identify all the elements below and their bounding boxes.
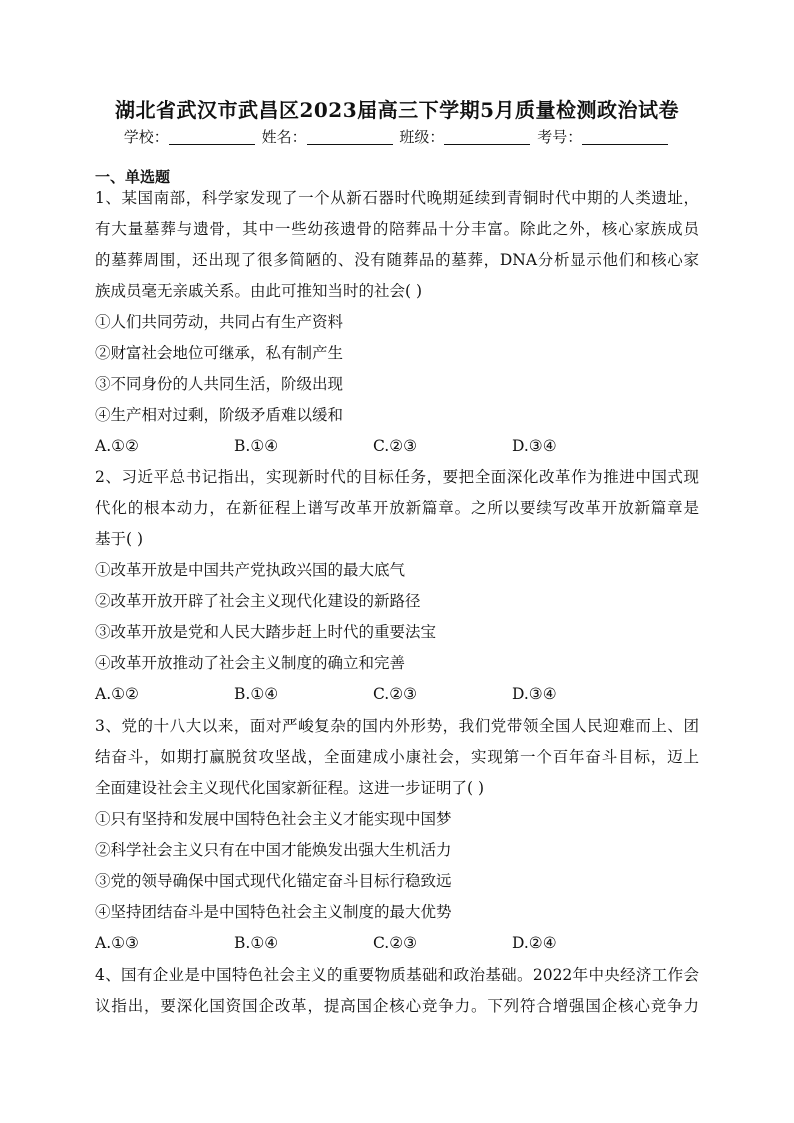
option-d[interactable]: D.③④: [512, 685, 557, 703]
statement-item: ②改革开放开辟了社会主义现代化建设的新路径: [95, 592, 421, 610]
question-stem-line: 4、国有企业是中国特色社会主义的重要物质基础和政治基础。2022年中央经济工作会: [95, 966, 699, 984]
school-label: 学校：: [123, 128, 169, 146]
exam-number-label: 考号：: [537, 128, 583, 146]
school-blank[interactable]: [169, 128, 255, 145]
exam-number-blank[interactable]: [582, 128, 668, 145]
answer-options: [95, 928, 699, 959]
section-heading: 一、单选题: [95, 168, 171, 186]
statement-item: ④坚持团结奋斗是中国特色社会主义制度的最大优势: [95, 903, 452, 921]
option-a[interactable]: A.①③: [95, 934, 139, 952]
question-stem-line: 3、党的十八大以来，面对严峻复杂的国内外形势，我们党带领全国人民迎难而上、团: [95, 717, 699, 735]
statement-item: ③党的领导确保中国式现代化锚定奋斗目标行稳致远: [95, 872, 452, 890]
question-stem-line: 的墓葬周围，还出现了很多简陋的、没有随葬品的墓葬，DNA分析显示他们和核心家: [95, 251, 699, 269]
question-3: [95, 711, 699, 959]
option-d[interactable]: D.②④: [512, 934, 557, 952]
question-stem-line: 基于( ): [95, 530, 144, 548]
question-stem-line: 1、某国南部，科学家发现了一个从新石器时代晚期延续到青铜时代中期的人类遗址，: [95, 189, 699, 207]
statement-item: ①只有坚持和发展中国特色社会主义才能实现中国梦: [95, 810, 452, 828]
question-stem-line: 2、习近平总书记指出，实现新时代的目标任务，要把全面深化改革作为推进中国式现: [95, 468, 699, 486]
statement-item: ④改革开放推动了社会主义制度的确立和完善: [95, 654, 406, 672]
question-stem-line: 族成员毫无亲戚关系。由此可推知当时的社会( ): [95, 282, 423, 300]
question-1: [95, 183, 699, 462]
question-4: [95, 960, 699, 1022]
statement-item: ③不同身份的人共同生活，阶级出现: [95, 375, 344, 393]
statement-item: ①人们共同劳动，共同占有生产资料: [95, 313, 344, 331]
option-b[interactable]: B.①④: [234, 685, 279, 703]
question-stem-line: 结奋斗，如期打赢脱贫攻坚战，全面建成小康社会，实现第一个百年奋斗目标，迈上: [95, 748, 699, 766]
option-c[interactable]: C.②③: [373, 685, 418, 703]
question-stem-line: 全面建设社会主义现代化国家新征程。这进一步证明了( ): [95, 779, 485, 797]
option-d[interactable]: D.③④: [512, 437, 557, 455]
statement-item: ②科学社会主义只有在中国才能焕发出强大生机活力: [95, 841, 452, 859]
name-blank[interactable]: [307, 128, 393, 145]
class-blank[interactable]: [444, 128, 530, 145]
question-2: [95, 462, 699, 710]
option-a[interactable]: A.①②: [95, 685, 139, 703]
page-title: 湖北省武汉市武昌区2023届高三下学期5月质量检测政治试卷: [114, 98, 680, 122]
option-b[interactable]: B.①④: [234, 934, 279, 952]
student-info-row: [0, 126, 794, 147]
statement-item: ①改革开放是中国共产党执政兴国的最大底气: [95, 561, 406, 579]
statement-item: ③改革开放是党和人民大踏步赶上时代的重要法宝: [95, 623, 437, 641]
question-stem-line: 代化的根本动力，在新征程上谱写改革开放新篇章。之所以要续写改革开放新篇章是: [95, 499, 699, 517]
option-a[interactable]: A.①②: [95, 437, 139, 455]
name-label: 姓名：: [261, 128, 307, 146]
question-stem-line: 有大量墓葬与遗骨，其中一些幼孩遗骨的陪葬品十分丰富。除此之外，核心家族成员: [95, 220, 699, 238]
answer-options: [95, 431, 699, 462]
question-stem-line: 议指出，要深化国资国企改革，提高国企核心竞争力。下列符合增强国企核心竞争力: [95, 997, 699, 1015]
option-b[interactable]: B.①④: [234, 437, 279, 455]
statement-item: ②财富社会地位可继承，私有制产生: [95, 344, 344, 362]
option-c[interactable]: C.②③: [373, 437, 418, 455]
statement-item: ④生产相对过剩，阶级矛盾难以缓和: [95, 406, 344, 424]
option-c[interactable]: C.②③: [373, 934, 418, 952]
answer-options: [95, 679, 699, 710]
class-label: 班级：: [399, 128, 445, 146]
